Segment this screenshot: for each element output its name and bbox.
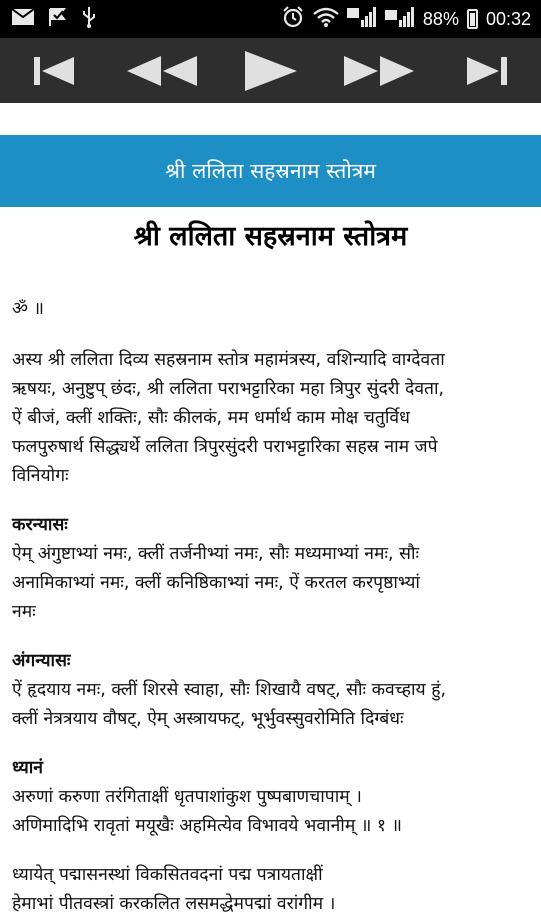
text-line: अस्य श्री ललिता दिव्य सहस्रनाम स्तोत्र महामंत्रस्य, वशिन्यादि वाग्देवता — [12, 350, 445, 370]
text-line: ध्यायेत् पद्मासनस्थां विकसितवदनां पद्म पत्रायताक्षीं — [12, 865, 323, 885]
battery-percent: 88% — [422, 8, 459, 29]
om-line: ॐ ॥ — [12, 299, 45, 319]
section-title: अंगन्यासः — [12, 651, 71, 671]
title-bar — [0, 135, 541, 207]
rewind-button[interactable] — [127, 43, 197, 99]
rewind-icon — [123, 54, 201, 88]
text-line: ऐं हृदयाय नमः, क्लीं शिरसे स्वाहा, सौः शिखायै वषट्, सौः कवच्हाय हुं, — [12, 680, 447, 700]
stotram-content[interactable] — [0, 207, 541, 914]
usb-icon — [82, 6, 96, 33]
fast-forward-button[interactable] — [344, 43, 414, 99]
text-line: ऐं बीजं, क्लीं शक्तिः, सौः कीलकं, मम धर्मार्थ काम मोक्ष चतुर्विध — [12, 408, 410, 428]
anganyasa-section — [0, 647, 541, 734]
clock-time: 00:32 — [485, 8, 531, 29]
play-icon — [241, 49, 299, 93]
skip-to-end-button[interactable] — [452, 43, 522, 99]
text-line: ऋषयः, अनुष्टुप् छंदः, श्री ललिता पराभट्टारिका महा त्रिपुर सुंदरी देवता, — [12, 379, 445, 399]
section-title: करन्यासः — [12, 515, 68, 535]
wifi-icon — [313, 7, 339, 32]
skip-to-end-icon — [463, 53, 511, 89]
text-line: ऐम् अंगुष्टाभ्यां नमः, क्लीं तर्जनीभ्यां नमः, सौः मध्यमाभ्यां नमः, सौः — [12, 544, 420, 564]
signal-icon-sim2 — [385, 6, 415, 33]
status-bar — [0, 0, 541, 38]
media-toolbar — [0, 38, 541, 103]
intro-paragraph — [0, 346, 541, 491]
spacer — [0, 103, 541, 135]
email-icon — [12, 9, 34, 30]
text-line: अनामिकाभ्यां नमः, क्लीं कनिष्ठिकाभ्यां नमः, ऐं करतल करपृष्ठाभ्यां — [12, 573, 420, 593]
dhyayet-section — [0, 861, 541, 919]
text-line: विनियोगः — [12, 466, 69, 486]
flag-check-icon — [48, 7, 68, 32]
text-line: अणिमादिभि रावृतां मयूखैः अहमित्येव विभावये भवानीम् ॥ १ ॥ — [12, 816, 403, 836]
text-line: अरुणां करुणा तरंगिताक्षीं धृतपाशांकुश पुष्पबाणचापाम् । — [12, 787, 362, 807]
alarm-icon — [281, 5, 305, 34]
signal-icon-sim1 — [347, 6, 377, 33]
section-title: ध्यानं — [12, 758, 43, 778]
karanyasa-section — [0, 511, 541, 627]
title-bar-text: श्री ललिता सहस्रनाम स्तोत्रम — [165, 159, 376, 183]
text-line: हेमाभां पीतवस्त्रां करकलित लसमद्धेमपद्मां वरांगीम । — [12, 894, 336, 914]
text-line: नमः — [12, 602, 36, 622]
text-line: क्लीं नेत्रत्रयाय वौषट्, ऐम् अस्त्रायफट्, भूर्भुवस्सुवरोमिति दिग्बंधः — [12, 709, 404, 729]
play-button[interactable] — [235, 43, 305, 99]
dhyanam-section — [0, 754, 541, 841]
skip-to-start-icon — [30, 53, 78, 89]
text-line: फलपुरुषार्थ सिद्ध्यर्थे ललिता त्रिपुरसुंदरी पराभट्टारिका सहस्र नाम जपे — [12, 437, 438, 457]
skip-to-start-button[interactable] — [19, 43, 89, 99]
battery-icon — [467, 9, 478, 29]
fast-forward-icon — [340, 54, 418, 88]
page-title: श्री ललिता सहस्रनाम स्तोत्रम — [133, 221, 408, 252]
